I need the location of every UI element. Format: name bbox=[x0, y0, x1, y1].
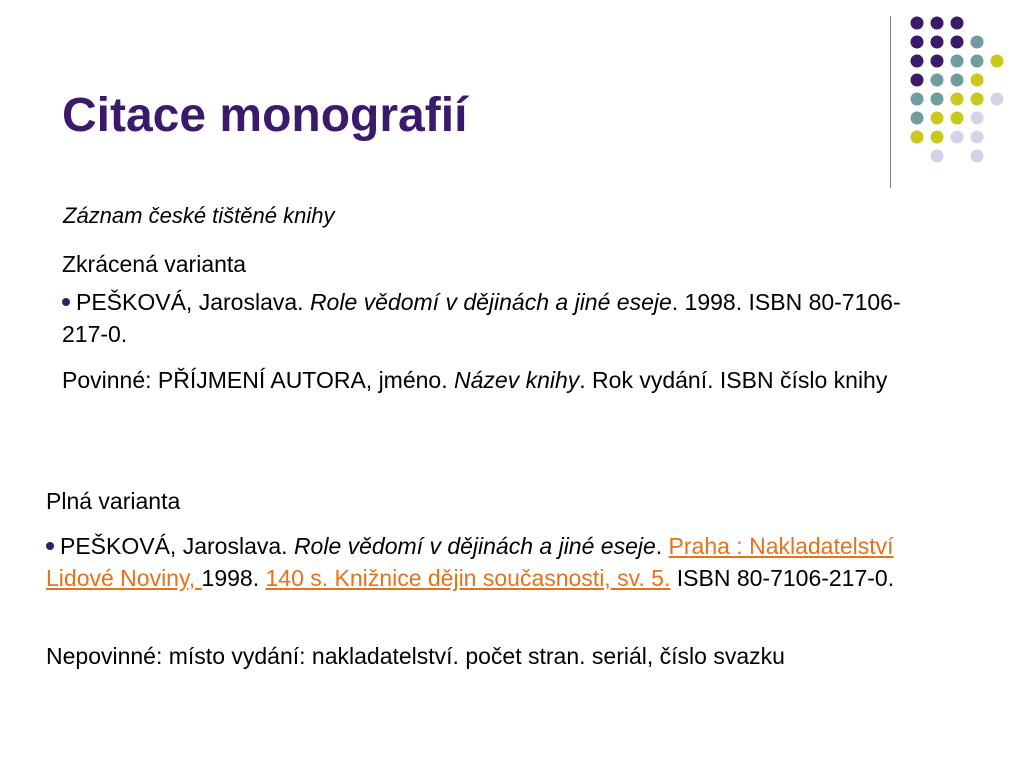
example-rest: . 1998. ISBN 80-7106-217-0. bbox=[62, 289, 901, 347]
full-variant-optional: Nepovinné: místo vydání: nakladatelství. počet stran. seriál, číslo svazku bbox=[46, 643, 785, 669]
example-book-title: Role vědomí v dějinách a jiné eseje bbox=[309, 289, 672, 315]
short-variant-required bbox=[62, 364, 962, 396]
required-prefix: Povinné: PŘÍJMENÍ AUTORA, jméno. bbox=[62, 367, 454, 393]
series-link[interactable]: 140 s. Knižnice dějin současnosti, sv. 5. bbox=[265, 565, 671, 591]
example-separator: . bbox=[655, 533, 669, 559]
full-variant-example bbox=[46, 530, 966, 594]
example-book-title: Role vědomí v dějinách a jiné eseje bbox=[293, 533, 656, 559]
decorative-dot-grid bbox=[904, 13, 1014, 163]
bullet-icon bbox=[62, 298, 70, 306]
short-variant-heading: Zkrácená varianta bbox=[62, 251, 247, 277]
required-rest: . Rok vydání. ISBN číslo knihy bbox=[579, 367, 888, 393]
slide-subtitle: Záznam české tištěné knihy bbox=[63, 203, 335, 228]
publisher-link[interactable]: Praha : Nakladatelství Lidové Noviny, bbox=[46, 533, 894, 591]
required-book-title: Název knihy bbox=[454, 367, 580, 393]
short-variant-example bbox=[62, 286, 942, 350]
vertical-divider bbox=[890, 16, 891, 188]
example-isbn: ISBN 80-7106-217-0. bbox=[670, 565, 895, 591]
slide-title: Citace monografií bbox=[62, 89, 468, 142]
bullet-icon bbox=[46, 542, 54, 550]
example-year: 1998. bbox=[201, 565, 266, 591]
full-variant-heading: Plná varianta bbox=[46, 488, 181, 514]
example-author: PEŠKOVÁ, Jaroslava. bbox=[76, 289, 310, 315]
example-author: PEŠKOVÁ, Jaroslava. bbox=[60, 533, 294, 559]
